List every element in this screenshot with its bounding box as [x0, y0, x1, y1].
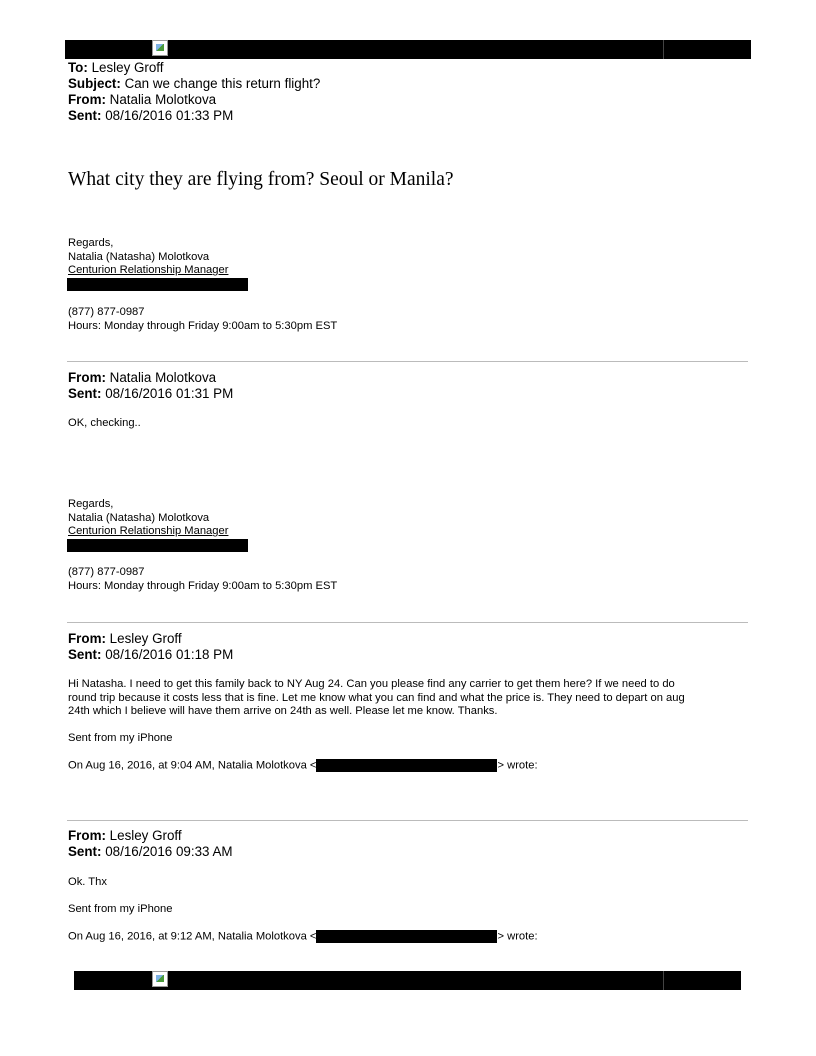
signature-hours: Hours: Monday through Friday 9:00am to 5:30pm EST	[68, 319, 338, 332]
signature-regards: Regards,	[68, 237, 114, 249]
signature-hours: Hours: Monday through Friday 9:00am to 5:30pm EST	[68, 579, 338, 592]
divider	[67, 622, 748, 623]
sent-from-line: Sent from my iPhone	[68, 903, 173, 915]
signature	[68, 498, 748, 539]
signature-name: Natalia (Natasha) Molotkova	[68, 250, 210, 263]
from-label: From:	[68, 631, 106, 646]
sent-label: Sent:	[68, 647, 102, 662]
signature	[68, 237, 748, 278]
bar-divider	[663, 971, 664, 990]
body-line: round trip because it costs less that is fine. Let me know what you can find and what the price is. They need to depart on aug	[68, 691, 685, 704]
broken-image-icon	[152, 40, 168, 56]
signature-regards: Regards,	[68, 498, 114, 510]
sent-value: 08/16/2016 01:31 PM	[105, 386, 234, 401]
sent-label: Sent:	[68, 108, 102, 123]
signature-contact	[68, 566, 748, 593]
redaction-block	[67, 539, 248, 552]
message-body: OK, checking..	[68, 417, 141, 429]
signature-name: Natalia (Natasha) Molotkova	[68, 511, 210, 524]
signature-phone: (877) 877-0987	[68, 566, 145, 578]
email-header	[68, 631, 748, 663]
from-value: Natalia Molotkova	[109, 92, 217, 107]
from-value: Natalia Molotkova	[109, 370, 217, 385]
email-header	[68, 60, 748, 124]
redaction-block	[67, 278, 248, 291]
redacted-email	[316, 930, 497, 943]
redacted-email	[316, 759, 497, 772]
quote-suffix: > wrote:	[497, 930, 538, 943]
quote-suffix: > wrote:	[497, 759, 538, 772]
sent-value: 08/16/2016 01:33 PM	[105, 108, 234, 123]
message-body: Ok. Thx	[68, 876, 107, 888]
signature-title: Centurion Relationship Manager	[68, 264, 229, 277]
message-body	[68, 678, 748, 719]
top-redaction-bar	[65, 40, 751, 59]
quote-prefix: On Aug 16, 2016, at 9:04 AM, Natalia Molotkova <	[68, 759, 317, 772]
signature-title: Centurion Relationship Manager	[68, 525, 229, 538]
broken-image-icon	[152, 971, 168, 987]
subject-value: Can we change this return flight?	[124, 76, 321, 91]
email-header	[68, 370, 748, 402]
message-body: What city they are flying from? Seoul or Manila?	[68, 169, 454, 190]
sent-label: Sent:	[68, 386, 102, 401]
to-value: Lesley Groff	[91, 60, 164, 75]
email-header	[68, 828, 748, 860]
signature-phone: (877) 877-0987	[68, 306, 145, 318]
quote-line	[68, 759, 748, 773]
from-value: Lesley Groff	[109, 828, 182, 843]
bar-divider	[663, 40, 664, 59]
from-label: From:	[68, 828, 106, 843]
signature-contact	[68, 306, 748, 333]
body-line: Hi Natasha. I need to get this family back to NY Aug 24. Can you please find any carrier to get them here? If we need to do	[68, 678, 675, 690]
to-label: To:	[68, 60, 88, 75]
sent-label: Sent:	[68, 844, 102, 859]
bottom-redaction-bar	[74, 971, 741, 990]
quote-prefix: On Aug 16, 2016, at 9:12 AM, Natalia Molotkova <	[68, 930, 317, 943]
subject-label: Subject:	[68, 76, 121, 91]
sent-from-line: Sent from my iPhone	[68, 732, 173, 744]
divider	[67, 361, 748, 362]
quote-line	[68, 930, 748, 944]
from-label: From:	[68, 92, 106, 107]
sent-value: 08/16/2016 01:18 PM	[105, 647, 234, 662]
sent-value: 08/16/2016 09:33 AM	[105, 844, 233, 859]
from-value: Lesley Groff	[109, 631, 182, 646]
body-line: 24th which I believe will have them arrive on 24th as well. Please let me know. Thanks.	[68, 705, 498, 718]
divider	[67, 820, 748, 821]
from-label: From:	[68, 370, 106, 385]
